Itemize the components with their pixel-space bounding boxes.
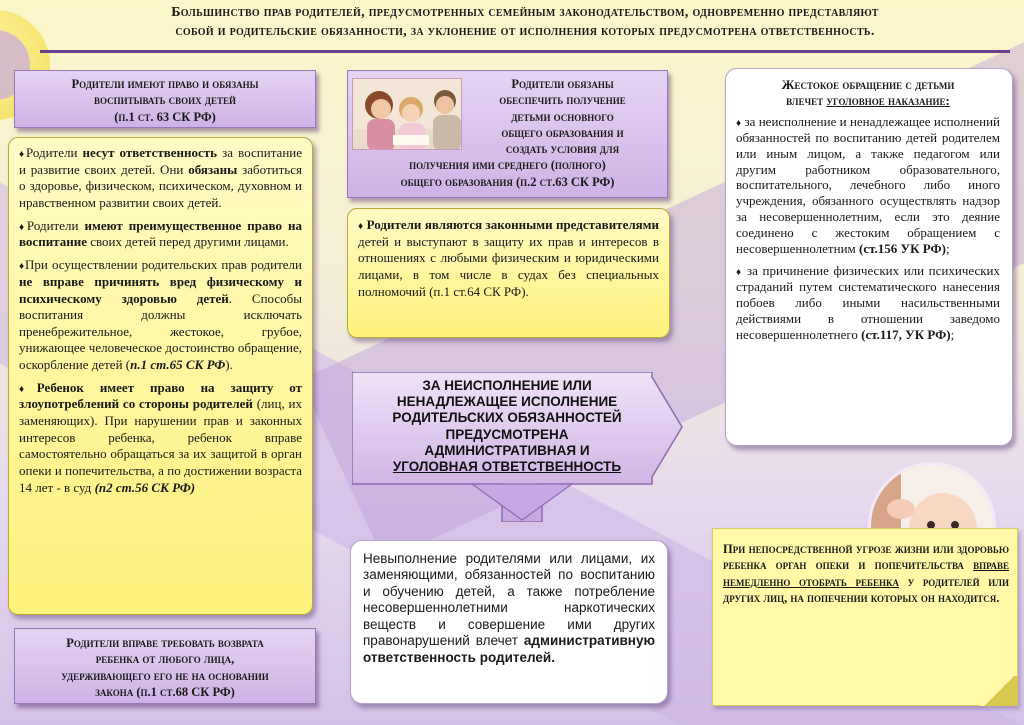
text: за воспитание и развитие своих детей. Они [19,145,303,177]
text: своих детей перед другими лицами. [86,234,289,250]
duty-paragraph [19,145,302,212]
text: п.1 ст.65 СК РФ [130,357,226,373]
duty-paragraph [19,218,302,251]
text: за неисполнение и ненадлежащее исполнений обязанностей по воспитанию детей родителем или иным лицом, а также педагогом или другим работником образовательного, воспитательного, лечебного либо иного учреждения, обязанного осуществлять надзор за несовершеннолетним, если это деяние соединено с жестоким обращением с несовершеннолетним [736,113,1000,256]
title-line: собой и родительские обязанности, за уклонение от исполнения которых предусмотрена ответственность. [175,23,875,39]
text: несут ответственность [82,145,218,160]
title-line: создать условия для [505,142,620,156]
text: Невыполнение родителями или лицами, их заменяющими, обязанностей по воспитанию и обучению детей, а также потребление несовершеннолетними наркотических веществ и совершение ими других правонарушений влечет [363,551,655,649]
bullet-icon: ♦ [19,261,25,273]
text: ). [225,357,233,373]
duty-paragraph [19,257,302,374]
title-line: воспитывать своих детей [93,93,236,108]
text: . Способы воспитания должны исключать пренебрежительное, жестокое, грубое, унижающее человеческое достоинство обращение, оскорбление детей ( [19,290,302,373]
text: (лиц, их заменяющих). При нарушении прав и законных интересов ребенка, ребенок вправе самостоятельно обращаться за их защитой в орган опеки и попечительства, а по достижении возраста 14 лет - в суд [19,396,302,495]
responsibility-arrow-text [362,378,652,475]
text: имеют преимущественное право на воспитание [19,217,303,250]
bullet-icon: ♦ [19,221,27,233]
bullet-icon: ♦ [358,221,364,232]
title-line: Родители вправе требовать возврата [66,636,264,650]
title-line: ребенка от любого лица, [95,652,235,667]
divider [40,50,1010,53]
text: РОДИТЕЛЬСКИХ ОБЯЗАННОСТЕЙ [392,410,622,426]
text: ПРЕДУСМОТРЕНА [445,426,569,442]
text: АДМИНИСТРАТИВНАЯ И [424,442,590,458]
bullet-icon: ♦ [19,149,26,160]
text: (п2 ст.56 СК РФ) [94,479,196,495]
title-line: Родители обязаны [511,77,614,91]
text: Родители являются законными представителями [366,217,660,232]
text: ; [945,240,950,256]
criminal-punishment-box [725,68,1013,446]
title-line: Большинство прав родителей, предусмотренных семейным законодательством, одновременно представляют [171,5,879,20]
guardianship-note [712,528,1018,706]
text: Родители [25,145,83,160]
text: заботиться о здоровье, физическом, психическом, духовном и нравственном развитии своих детей. [19,161,302,211]
text: у родителей или других лиц, на попечении которых он находится. [723,574,1009,605]
parents-duties-box [8,137,313,615]
text: вправе немедленно отобрать ребенка [723,558,1009,589]
bullet-icon: ♦ [736,117,742,129]
text: ЗА НЕИСПОЛНЕНИЕ ИЛИ [422,378,592,393]
text: При непосредственной угрозе жизни или здоровью ребенка орган опеки и попечительства [723,542,1009,573]
text: (ст.117, УК РФ) [861,326,951,342]
text: Родители [26,217,85,233]
title-line: закона (п.1 ст.68 СК РФ) [95,684,235,699]
bullet-icon: ♦ [19,383,37,395]
text: за причинение физических или психических страданий путем систематического нанесения побоев либо иными насильственными действиями в отношении заведомо несовершеннолетнего [736,262,1001,342]
title-line: (п.1 ст. 63 СК РФ) [114,109,216,124]
title-line: Жестокое обращение с детьми [781,77,955,92]
text: административную ответственность родителей. [363,633,655,665]
text: влечет [786,92,827,108]
title-line: общего образования (п.2 ст.63 СК РФ) [400,174,615,189]
text: не вправе причинять вред физическому и психическому здоровью детей [19,273,302,306]
title-line: получения ими среднего (полного) [409,158,606,173]
title-line: общего образования и [501,125,624,140]
text: Ребенок имеет право на защиту от злоупотреблений со стороны родителей [19,379,303,412]
text: НЕНАДЛЕЖАЩЕЕ ИСПОЛНЕНИЕ [396,394,618,410]
title-line: обеспечить получение [499,93,626,108]
text: При осуществлении родительских прав родители [24,257,302,273]
box-title [736,77,1000,109]
page-curl [980,676,1018,706]
title-line: Родители имеют право и обязаны [71,77,259,91]
left-section-title [14,70,316,128]
text: ; [950,326,955,342]
administrative-responsibility-box [350,540,668,704]
punishment-paragraph [736,114,1000,257]
page-title [40,4,1010,42]
bullet-icon: ♦ [736,266,743,278]
title-line: детьми основного [511,109,614,124]
text: детей и выступают в защиту их прав и интересов в отношениях с любыми физическим и юридическими лицами, в том числе в судах без специальных полномочий (п.1 ст.64 СК РФ). [358,233,659,299]
text: УГОЛОВНАЯ ОТВЕТСТВЕННОСТЬ [392,458,622,474]
punishment-paragraph [736,263,1000,343]
text: обязаны [188,161,238,177]
title-line: удерживающего его не на основании [61,668,269,683]
family-photo [352,78,462,150]
duty-paragraph [19,380,302,497]
legal-representatives-box [347,208,670,338]
text: (ст.156 УК РФ) [859,240,946,256]
text: уголовное наказание: [826,92,950,108]
child-return-title [14,628,316,704]
